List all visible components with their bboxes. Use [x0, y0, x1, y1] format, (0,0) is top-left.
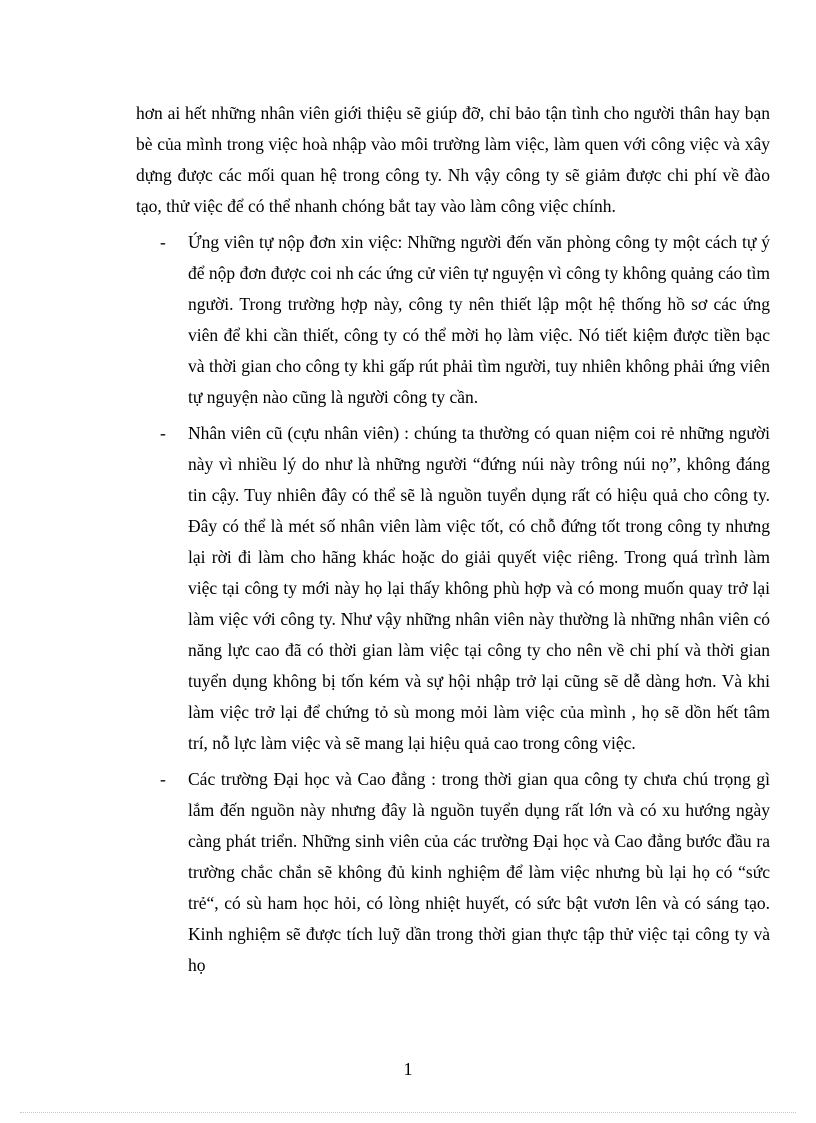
- list-item: [136, 227, 770, 413]
- intro-paragraph: hơn ai hết những nhân viên giới thiệu sẽ giúp đỡ, chỉ bảo tận tình cho người thân hay bạn bè của mình trong việc hoà nhập vào môi trường làm việc, làm quen với công việc và xây dựng được các mối quan hệ trong công ty. Nh vậy công ty sẽ giảm được chi phí về đào tạo, thử việc để có thể nhanh chóng bắt tay vào làm công việc chính.: [136, 103, 770, 216]
- list-item-text-universities: Các trường Đại học và Cao đẳng : trong thời gian qua công ty chưa chú trọng gì lắm đến nguồn này nhưng đây là nguồn tuyển dụng rất lớn và có xu hướng ngày càng phát triển. Những sinh viên của các trường Đại học và Cao đẳng bước đầu ra trường chắc chắn sẽ không đủ kinh nghiệm để làm việc nhưng bù lại họ có “sức trẻ“, có sù ham học hỏi, có lòng nhiệt huyết, có sức bật vươn lên và có sáng tạo. Kinh nghiệm sẽ được tích luỹ dần trong thời gian thực tập thử việc tại công ty và họ: [188, 769, 770, 975]
- bullet-dash: -: [160, 769, 166, 789]
- list-item-text-former-employees: Nhân viên cũ (cựu nhân viên) : chúng ta thường có quan niệm coi rẻ những người này vì nhiều lý do như là những người “đứng núi này trông núi nọ”, không đáng tin cậy. Tuy nhiên đây có thể sẽ là nguồn tuyển dụng rất có hiệu quả cho công ty. Đây có thể là mét số nhân viên làm việc tốt, có chỗ đứng tốt trong công ty nhưng lại rời đi làm cho hãng khác hoặc do giải quyết việc riêng. Trong quá trình làm việc tại công ty mới này họ lại thấy không phù hợp và có mong muốn quay trở lại làm việc với công ty. Như vậy những nhân viên này thường là những nhân viên có năng lực cao đã có thời gian làm việc tại công ty cho nên về chi phí và thời gian tuyển dụng không bị tốn kém và sự hội nhập trở lại cũng sẽ dễ dàng hơn. Và khi làm việc trở lại để chứng tỏ sù mong mỏi làm việc của mình , họ sẽ dồn hết tâm trí, nỗ lực làm việc và sẽ mang lại hiệu quả cao trong công việc.: [188, 423, 770, 753]
- list-item: [136, 764, 770, 981]
- list-item: [136, 418, 770, 759]
- bullet-dash: -: [160, 232, 166, 252]
- page-number: 1: [403, 1059, 413, 1079]
- document-body: [136, 98, 770, 981]
- source-list: [136, 227, 770, 981]
- list-item-text-self-applicants: Ứng viên tự nộp đơn xin việc: Những người đến văn phòng công ty một cách tự ý để nộp đơn được coi nh các ứng cử viên tự nguyện vì công ty không quảng cáo tìm người. Trong trường hợp này, công ty nên thiết lập một hệ thống hồ sơ các ứng viên để khi cần thiết, công ty có thể mời họ làm việc. Nó tiết kiệm được tiền bạc và thời gian cho công ty khi gấp rút phải tìm người, tuy nhiên không phải ứng viên tự nguyện nào cũng là người công ty cần.: [188, 232, 770, 407]
- bullet-dash: -: [160, 423, 166, 443]
- page-edge-divider: [20, 1112, 796, 1113]
